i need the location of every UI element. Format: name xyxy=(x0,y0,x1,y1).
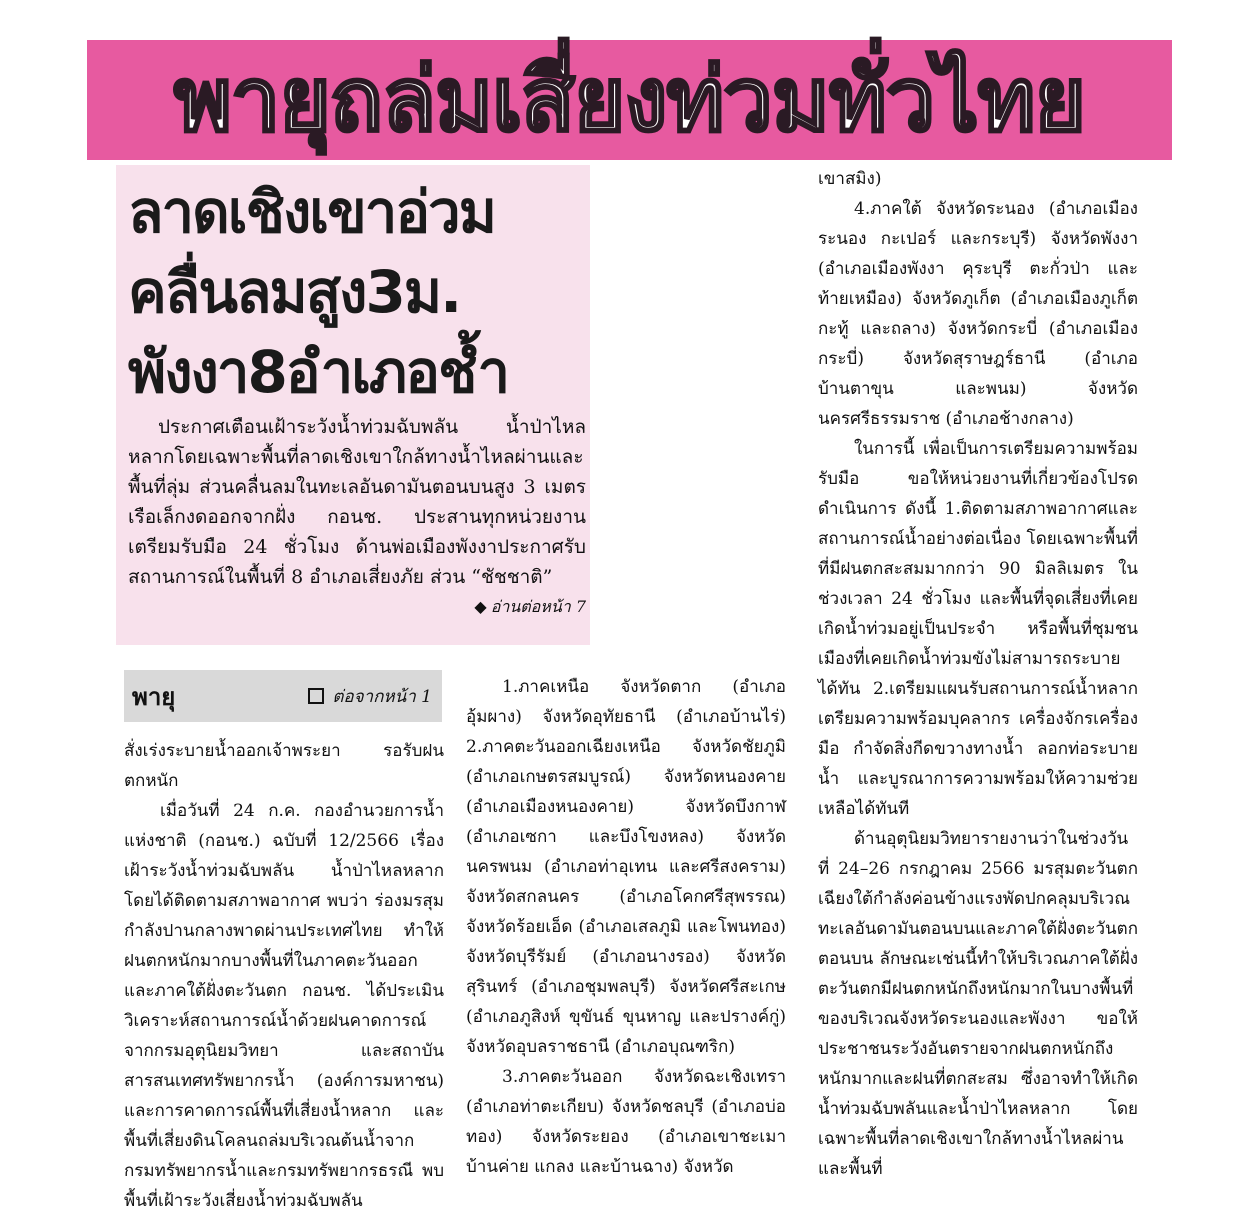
jump-link-text: อ่านต่อหน้า 7 xyxy=(490,597,586,616)
headline-line-2: คลื่นลมสูง3ม. xyxy=(128,258,461,326)
col1-paragraph-1: สั่งเร่งระบายน้ำออกเจ้าพระยา รอรับฝนตกหนัก xyxy=(124,741,444,791)
lead-summary xyxy=(128,412,586,622)
continued-from-text: ต่อจากหน้า 1 xyxy=(332,686,432,707)
col3-paragraph-4: ด้านอุตุนิยมวิทยารายงานว่าในช่วงวันที่ 24–26 กรกฎาคม 2566 มรสุมตะวันตกเฉียงใต้กำลังค่อนข้างแรงพัดปกคลุมบริเวณทะเลอันดามันตอนบนและภาคใต้ฝั่งตะวันตกตอนบน ลักษณะเช่นนี้ทำให้บริเวณภาคใต้ฝั่งตะวันตกมีฝนตกหนักถึงหนักมากในบางพื้นที่ของบริเวณจังหวัดระนองและพังงา ขอให้ประชาชนระวังอันตรายจากฝนตกหนักถึงหนักมากและฝนที่ตกสะสม ซึ่งอาจทำให้เกิดน้ำท่วมฉับพลันและน้ำป่าไหลหลาก โดยเฉพาะพื้นที่ลาดเชิงเขาใกล้ทางน้ำไหลผ่านและพื้นที่ xyxy=(818,829,1138,1179)
col1-paragraph-2: เมื่อวันที่ 24 ก.ค. กองอำนวยการน้ำแห่งชาติ (กอนช.) ฉบับที่ 12/2566 เรื่อง เฝ้าระวังน้ำท่วมฉับพลัน น้ำป่าไหลหลาก โดยได้ติดตามสภาพอากาศ พบว่า ร่องมรสุมกำลังปานกลางพาดผ่านประเทศไทย ทำให้ฝนตกหนักมากบางพื้นที่ในภาคตะวันออก และภาคใต้ฝั่งตะวันตก กอนช. ได้ประเมินวิเคราะห์สถานการณ์น้ำด้วยฝนคาดการณ์จากกรมอุตุนิยมวิทยา และสถาบันสารสนเทศทรัพยากรน้ำ (องค์การมหาชน) และการคาดการณ์พื้นที่เสี่ยงน้ำหลาก และพื้นที่เสี่ยงดินโคลนถล่มบริเวณต้นน้ำจากกรมทรัพยากรน้ำและกรมทรัพยากรธรณี พบพื้นที่เฝ้าระวังเสี่ยงน้ำท่วมฉับพลัน xyxy=(124,801,444,1211)
col3-paragraph-3: ในการนี้ เพื่อเป็นการเตรียมความพร้อมรับมือ ขอให้หน่วยงานที่เกี่ยวข้องโปรดดำเนินการ ดังนี้ 1.ติดตามสภาพอากาศและสถานการณ์น้ำอย่างต่อเนื่อง โดยเฉพาะพื้นที่ที่มีฝนตกสะสมมากกว่า 90 มิลลิเมตร ในช่วงเวลา 24 ชั่วโมง และพื้นที่จุดเสี่ยงที่เคยเกิดน้ำท่วมอยู่เป็นประจำ หรือพื้นที่ชุมชนเมืองที่เคยเกิดน้ำท่วมขังไม่สามารถระบายได้ทัน 2.เตรียมแผนรับสถานการณ์น้ำหลาก เตรียมความพร้อมบุคลากร เครื่องจักรเครื่องมือ กำจัดสิ่งกีดขวางทางน้ำ ลอกท่อระบายน้ำ และบูรณาการความพร้อมให้ความช่วยเหลือได้ทันที xyxy=(818,439,1138,819)
article-column-2 xyxy=(466,672,786,1200)
jump-link xyxy=(444,592,586,622)
headline-line-3: พังงา8อำเภอช้ำ xyxy=(128,338,509,406)
col3-paragraph-1: เขาสมิง) xyxy=(818,169,882,189)
article-column-1 xyxy=(124,736,444,1211)
lead-headline xyxy=(128,172,588,412)
headline-line-1: ลาดเชิงเขาอ่วม xyxy=(128,178,495,246)
continued-from xyxy=(308,683,432,710)
article-column-3 xyxy=(818,164,1138,1200)
diamond-icon: ◆ xyxy=(474,597,487,616)
square-icon xyxy=(308,688,324,704)
col2-paragraph-1: 1.ภาคเหนือ จังหวัดตาก (อำเภออุ้มผาง) จังหวัดอุทัยธานี (อำเภอบ้านไร่) 2.ภาคตะวันออกเฉียงเหนือ จังหวัดชัยภูมิ (อำเภอเกษตรสมบูรณ์) จังหวัดหนองคาย (อำเภอเมืองหนองคาย) จังหวัดบึงกาฬ (อำเภอเซกา และบึงโขงหลง) จังหวัดนครพนม (อำเภอท่าอุเทน และศรีสงคราม) จังหวัดสกลนคร (อำเภอโคกศรีสุพรรณ) จังหวัดร้อยเอ็ด (อำเภอเสลภูมิ และโพนทอง) จังหวัดบุรีรัมย์ (อำเภอนางรอง) จังหวัดสุรินทร์ (อำเภอชุมพลบุรี) จังหวัดศรีสะเกษ (อำเภอภูสิงห์ ขุขันธ์ ขุนหาญ และปรางค์กู่) จังหวัดอุบลราชธานี (อำเภอบุณฑริก) xyxy=(466,677,786,1057)
section-kicker xyxy=(124,670,442,722)
lead-summary-text: ประกาศเตือนเฝ้าระวังน้ำท่วมฉับพลัน น้ำป่าไหลหลากโดยเฉพาะพื้นที่ลาดเชิงเขาใกล้ทางน้ำไหลผ่านและพื้นที่ลุ่ม ส่วนคลื่นลมในทะเลอันดามันตอนบนสูง 3 เมตร เรือเล็กงดออกจากฝั่ง กอนช. ประสานทุกหน่วยงานเตรียมรับมือ 24 ชั่วโมง ด้านพ่อเมืองพังงาประกาศรับสถานการณ์ในพื้นที่ 8 อำเภอเสี่ยงภัย ส่วน “ชัชชาติ” xyxy=(128,416,586,588)
headline-banner xyxy=(87,40,1172,160)
col2-paragraph-2: 3.ภาคตะวันออก จังหวัดฉะเชิงเทรา (อำเภอท่าตะเกียบ) จังหวัดชลบุรี (อำเภอบ่อทอง) จังหวัดระยอง (อำเภอเขาชะเมา บ้านค่าย แกลง และบ้านฉาง) จังหวัด xyxy=(466,1067,786,1177)
col3-paragraph-2: 4.ภาคใต้ จังหวัดระนอง (อำเภอเมืองระนอง กะเปอร์ และกระบุรี) จังหวัดพังงา (อำเภอเมืองพังงา คุระบุรี ตะกั่วป่า และท้ายเหมือง) จังหวัดภูเก็ต (อำเภอเมืองภูเก็ต กะทู้ และถลาง) จังหวัดกระบี่ (อำเภอเมืองกระบี่) จังหวัดสุราษฎร์ธานี (อำเภอบ้านตาขุน และพนม) จังหวัดนครศรีธรรมราช (อำเภอช้างกลาง) xyxy=(818,199,1138,429)
kicker-label: พายุ xyxy=(132,682,176,711)
banner-title: พายุถล่มเสี่ยงท่วมทั่วไทย xyxy=(173,48,1086,151)
